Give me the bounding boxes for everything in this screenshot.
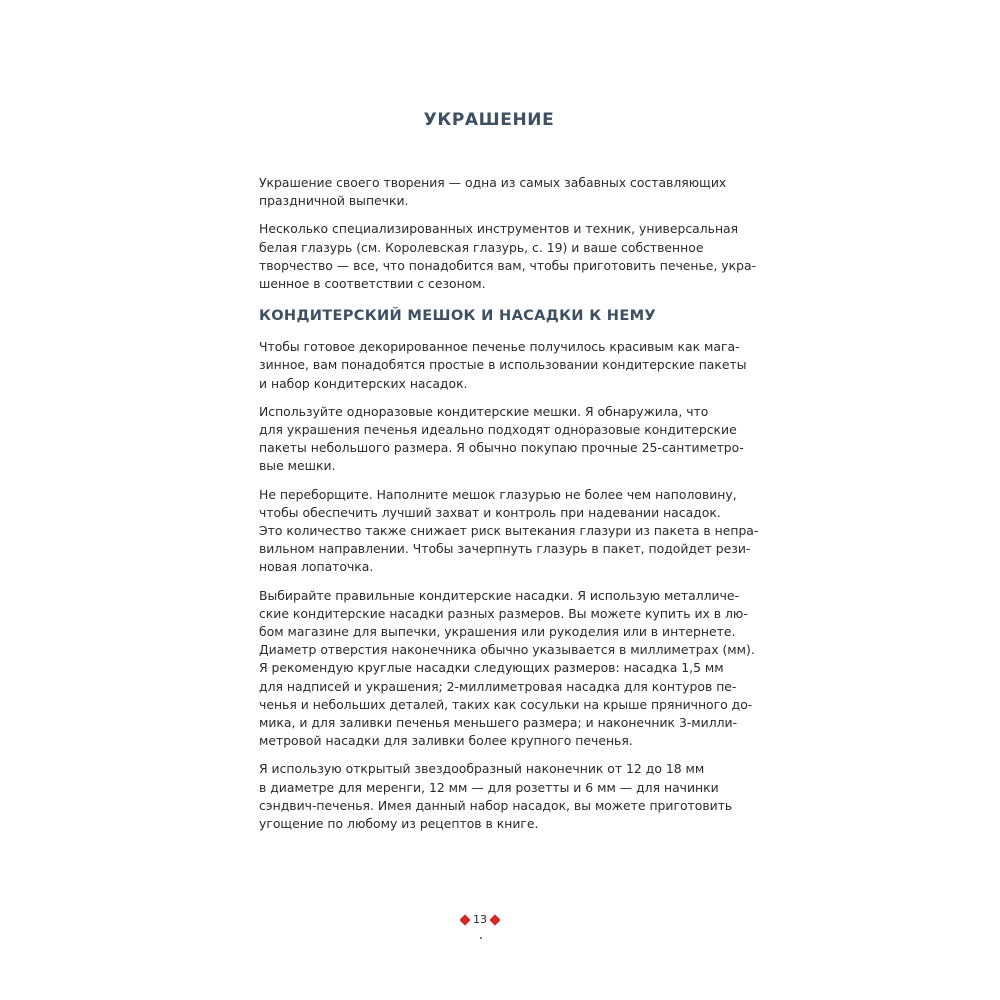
text-line: и набор кондитерских насадок. (259, 375, 468, 391)
decorative-dot (480, 937, 482, 939)
text-line: новая лопаточка. (259, 559, 374, 575)
text-line: шенное в соответствии с сезоном. (259, 276, 486, 292)
intro-paragraph-1 (259, 174, 727, 210)
maple-leaf-icon (489, 914, 500, 925)
text-line: Это количество также снижает риск вытекания глазури из пакета в непра- (259, 523, 759, 539)
text-line: метровой насадки для заливки более крупного печенья. (259, 733, 633, 749)
text-line: белая глазурь (см. Королевская глазурь, с. 19) и ваше собственное (259, 239, 704, 255)
text-line: ские кондитерские насадки разных размеров. Вы можете купить их в лю- (259, 605, 748, 621)
text-line: зинное, вам понадобятся простые в использовании кондитерские пакеты (259, 357, 747, 373)
text-line: вильном направлении. Чтобы зачерпнуть глазурь в пакет, подойдет рези- (259, 541, 751, 557)
text-line: бом магазине для выпечки, украшения или рукоделия или в интернете. (259, 624, 736, 640)
text-line: Не переборщите. Наполните мешок глазурью не более чем наполовину, (259, 486, 737, 502)
text-line: пакеты небольшого размера. Я обычно покупаю прочные 25-сантиметро- (259, 440, 744, 456)
text-line: Украшение своего творения — одна из самых забавных составляющих (259, 175, 727, 190)
page-title: УКРАШЕНИЕ (423, 110, 555, 130)
text-line: мика, и для заливки печенья меньшего размера; и наконечник 3-милли- (259, 715, 738, 731)
text-line: для надписей и украшения; 2-миллиметровая насадка для контуров пе- (259, 678, 737, 694)
text-line: для украшения печенья идеально подходят одноразовые кондитерские (259, 422, 737, 438)
text-line: Я использую открытый звездообразный наконечник от 12 до 18 мм (259, 761, 705, 777)
page-footer (0, 913, 960, 926)
section-paragraph-3 (259, 486, 759, 577)
section-paragraph-2 (259, 403, 744, 476)
text-line: Чтобы готовое декорированное печенье получилось красивым как мага- (259, 339, 740, 355)
text-line: в диаметре для меренги, 12 мм — для розетты и 6 мм — для начинки (259, 779, 719, 795)
text-line: ченья и небольших деталей, таких как сосульки на крыше пряничного до- (259, 696, 753, 712)
section-paragraph-1 (259, 338, 747, 393)
page-content (259, 110, 759, 843)
text-line: Выбирайте правильные кондитерские насадки. Я использую металличе- (259, 587, 740, 603)
text-line (259, 220, 739, 238)
section-heading: КОНДИТЕРСКИЙ МЕШОК И НАСАДКИ К НЕМУ (259, 307, 656, 325)
intro-paragraph-2 (259, 220, 757, 293)
section-paragraph-4 (259, 587, 755, 751)
text-line: вые мешки. (259, 458, 336, 474)
maple-leaf-icon (459, 914, 470, 925)
text-line: творчество — все, что понадобится вам, чтобы приготовить печенье, укра- (259, 257, 757, 273)
text-line: Я рекомендую круглые насадки следующих размеров: насадка 1,5 мм (259, 660, 724, 676)
page-number: 13 (473, 913, 487, 926)
text-line: Используйте одноразовые кондитерские мешки. Я обнаружила, что (259, 403, 709, 419)
text-line: сэндвич-печенья. Имея данный набор насадок, вы можете приготовить (259, 797, 733, 813)
text-line: праздничной выпечки. (259, 193, 409, 209)
text-line-part: Несколько специализированных инструментов и техник, универсальная (259, 221, 739, 237)
text-line: Диаметр отверстия наконечника обычно указывается в миллиметрах (мм). (259, 642, 755, 658)
section-paragraph-5 (259, 760, 733, 833)
text-line: угощение по любому из рецептов в книге. (259, 816, 539, 832)
text-line: чтобы обеспечить лучший захват и контроль при надевании насадок. (259, 504, 721, 520)
